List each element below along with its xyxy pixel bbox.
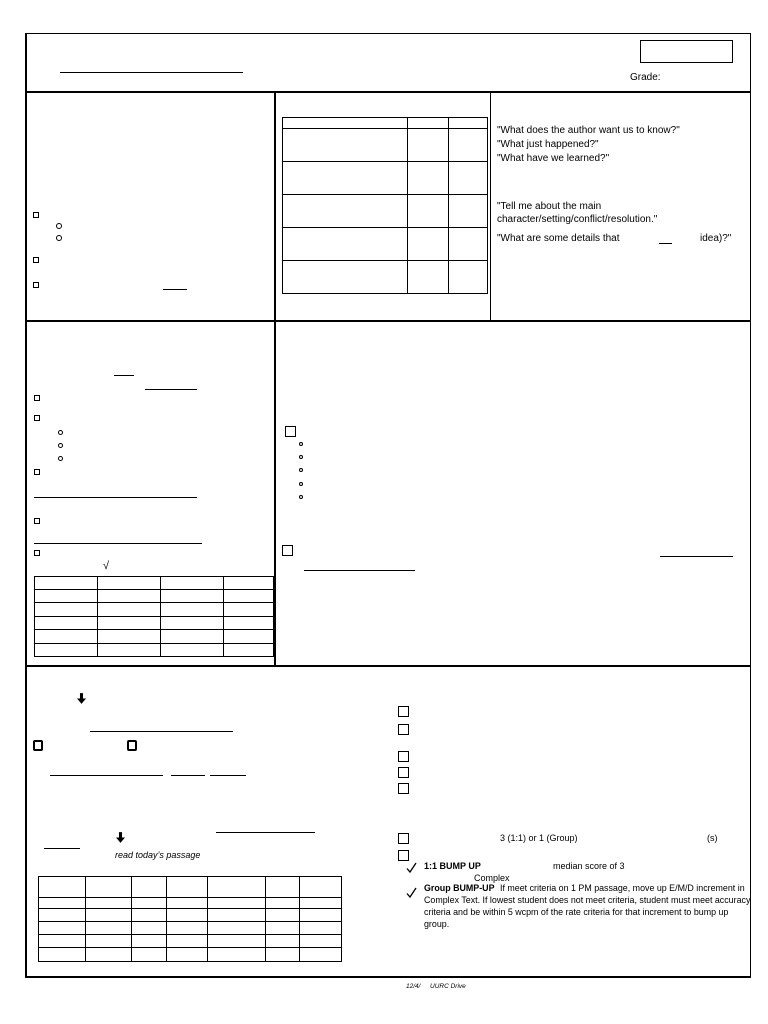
frame-top-border xyxy=(25,33,751,35)
table-cell xyxy=(449,118,488,129)
table-cell xyxy=(283,261,408,294)
table-cell xyxy=(449,261,488,294)
table-cell xyxy=(98,577,161,590)
table-cell xyxy=(283,228,408,261)
checkbox-icon xyxy=(398,751,409,762)
checkbox-icon xyxy=(398,724,409,735)
table-cell xyxy=(98,630,161,644)
blank-line xyxy=(145,389,197,390)
table-cell xyxy=(208,877,266,898)
table-cell xyxy=(35,603,98,617)
checkbox-icon xyxy=(398,767,409,778)
blank-line xyxy=(304,570,415,571)
table-cell xyxy=(39,948,86,962)
section-divider xyxy=(25,91,751,93)
table-cell xyxy=(35,590,98,603)
bold-checkbox-icon xyxy=(33,740,43,751)
footer-source: UURC Drive xyxy=(430,983,466,990)
table-row xyxy=(35,577,274,590)
group-bump-up-line xyxy=(424,882,745,894)
blank-line xyxy=(660,556,733,557)
circle-bullet-icon xyxy=(56,235,62,241)
checkbox-icon xyxy=(398,850,409,861)
frame-left-border xyxy=(25,33,27,979)
table-row xyxy=(283,195,488,228)
blank-line xyxy=(216,832,315,833)
circle-bullet-icon xyxy=(56,223,62,229)
checkbox-icon xyxy=(398,783,409,794)
error-tally-table xyxy=(34,576,274,657)
passage-scoring-table xyxy=(38,876,342,962)
blank-line xyxy=(163,289,187,290)
checkbox-icon xyxy=(34,518,40,524)
table-cell xyxy=(161,590,224,603)
table-cell xyxy=(39,877,86,898)
checkbox-icon xyxy=(398,833,409,844)
table-cell xyxy=(35,577,98,590)
checkmark-icon xyxy=(406,887,417,898)
group-bump-up-text: criteria and be within 5 wcpm of the rate criteria for that increment to bump up xyxy=(424,907,729,917)
table-row xyxy=(39,948,342,962)
frame-bottom-border xyxy=(25,976,751,978)
table-cell xyxy=(408,261,449,294)
table-cell xyxy=(208,898,266,909)
down-arrow-icon xyxy=(116,832,125,843)
group-bump-up-title: Group BUMP-UP xyxy=(424,883,495,893)
table-cell xyxy=(449,228,488,261)
table-cell xyxy=(300,877,342,898)
table-cell xyxy=(86,948,132,962)
check-mark: √ xyxy=(103,560,110,572)
table-cell xyxy=(132,898,167,909)
blank-line xyxy=(659,243,672,244)
table-row xyxy=(35,590,274,603)
checkmark-icon xyxy=(406,862,417,873)
section-divider xyxy=(25,320,751,322)
group-bump-up-text: Complex Text. If lowest student does not meet criteria, student must meet accuracy xyxy=(424,895,751,905)
blank-line xyxy=(44,848,80,849)
blank-line xyxy=(34,497,197,498)
title-line xyxy=(60,72,243,73)
one-to-one-bump-up-text: median score of 3 xyxy=(553,861,625,871)
table-cell xyxy=(449,129,488,162)
read-passage-instruction: read today’s passage xyxy=(115,850,201,860)
table-row xyxy=(39,898,342,909)
table-row xyxy=(283,228,488,261)
table-cell xyxy=(300,922,342,935)
table-cell xyxy=(161,630,224,644)
table-cell xyxy=(300,948,342,962)
question-what-happened: "What just happened?" xyxy=(497,139,599,150)
table-row xyxy=(39,877,342,898)
question-details-end: idea)?" xyxy=(700,233,732,244)
table-cell xyxy=(98,644,161,657)
one-to-one-bump-up-title: 1:1 BUMP UP xyxy=(424,861,481,871)
table-cell xyxy=(224,603,274,617)
blank-line xyxy=(114,375,134,376)
circle-bullet-icon xyxy=(299,455,303,459)
frame-right-border xyxy=(750,33,752,979)
table-cell xyxy=(224,630,274,644)
checkbox-icon xyxy=(34,469,40,475)
table-cell xyxy=(266,948,300,962)
group-bump-up-text: If meet criteria on 1 PM passage, move up E/M/D increment in xyxy=(499,883,745,893)
table-cell xyxy=(98,590,161,603)
circle-bullet-icon xyxy=(299,482,303,486)
table-row xyxy=(283,261,488,294)
table-cell xyxy=(167,898,208,909)
blank-line xyxy=(90,731,233,732)
checkbox-icon xyxy=(34,395,40,401)
table-cell xyxy=(266,935,300,948)
circle-bullet-icon xyxy=(299,442,303,446)
table-cell xyxy=(132,948,167,962)
section-divider xyxy=(25,665,751,667)
circle-bullet-icon xyxy=(58,456,63,461)
table-cell xyxy=(208,909,266,922)
table-cell xyxy=(283,118,408,129)
table-cell xyxy=(408,129,449,162)
table-cell xyxy=(224,617,274,630)
table-cell xyxy=(39,935,86,948)
group-count-text: 3 (1:1) or 1 (Group) xyxy=(500,833,578,843)
table-cell xyxy=(300,935,342,948)
table-cell xyxy=(132,909,167,922)
table-cell xyxy=(167,948,208,962)
table-cell xyxy=(300,909,342,922)
question-author-purpose: "What does the author want us to know?" xyxy=(497,125,680,136)
table-cell xyxy=(86,922,132,935)
table-cell xyxy=(408,195,449,228)
table-cell xyxy=(39,922,86,935)
table-row xyxy=(39,909,342,922)
table-cell xyxy=(86,877,132,898)
table-cell xyxy=(283,129,408,162)
table-cell xyxy=(266,898,300,909)
table-cell xyxy=(266,922,300,935)
table-cell xyxy=(167,909,208,922)
checkbox-icon xyxy=(285,426,296,437)
circle-bullet-icon xyxy=(58,443,63,448)
table-cell xyxy=(161,603,224,617)
table-cell xyxy=(208,935,266,948)
table-cell xyxy=(35,644,98,657)
table-cell xyxy=(283,162,408,195)
table-cell xyxy=(86,935,132,948)
question-details-start: "What are some details that xyxy=(497,233,620,244)
table-row xyxy=(39,935,342,948)
table-cell xyxy=(167,922,208,935)
table-cell xyxy=(224,644,274,657)
circle-bullet-icon xyxy=(58,430,63,435)
checkbox-icon xyxy=(282,545,293,556)
checkbox-icon xyxy=(33,212,39,218)
table-cell xyxy=(167,877,208,898)
table-cell xyxy=(300,898,342,909)
checkbox-icon xyxy=(34,550,40,556)
table-cell xyxy=(39,898,86,909)
down-arrow-icon xyxy=(77,693,86,704)
footer-date: 12/4/ xyxy=(406,983,421,990)
table-cell xyxy=(98,603,161,617)
table-cell xyxy=(408,162,449,195)
table-cell xyxy=(39,909,86,922)
table-row xyxy=(35,603,274,617)
table-cell xyxy=(208,922,266,935)
table-cell xyxy=(86,909,132,922)
table-cell xyxy=(283,195,408,228)
question-tracking-table xyxy=(282,117,488,294)
blank-line xyxy=(171,775,205,776)
table-row xyxy=(35,630,274,644)
table-cell xyxy=(35,630,98,644)
bold-checkbox-icon xyxy=(127,740,137,751)
table-cell xyxy=(86,898,132,909)
table-cell xyxy=(449,195,488,228)
table-cell xyxy=(161,644,224,657)
table-cell xyxy=(224,590,274,603)
table-cell xyxy=(35,617,98,630)
blank-line xyxy=(210,775,246,776)
table-cell xyxy=(266,909,300,922)
table-cell xyxy=(132,935,167,948)
checkbox-icon xyxy=(34,415,40,421)
grade-label: Grade: xyxy=(630,72,661,83)
group-bump-up-text: group. xyxy=(424,919,450,929)
column-divider xyxy=(274,321,276,666)
table-cell xyxy=(161,577,224,590)
circle-bullet-icon xyxy=(299,495,303,499)
table-row xyxy=(35,644,274,657)
table-cell xyxy=(167,935,208,948)
table-cell xyxy=(408,228,449,261)
table-row xyxy=(35,617,274,630)
grade-box xyxy=(640,40,733,63)
table-row xyxy=(39,922,342,935)
table-cell xyxy=(161,617,224,630)
table-cell xyxy=(208,948,266,962)
table-cell xyxy=(98,617,161,630)
group-count-suffix: (s) xyxy=(707,833,718,843)
table-row xyxy=(283,129,488,162)
question-what-learned: "What have we learned?" xyxy=(497,153,610,164)
column-divider xyxy=(490,92,491,321)
table-cell xyxy=(224,577,274,590)
table-cell xyxy=(408,118,449,129)
blank-line xyxy=(50,775,163,776)
table-row xyxy=(283,162,488,195)
question-story-elements: "Tell me about the main character/setting/conflict/resolution." xyxy=(497,201,658,225)
checkbox-icon xyxy=(398,706,409,717)
checkbox-icon xyxy=(33,282,39,288)
checkbox-icon xyxy=(33,257,39,263)
column-divider xyxy=(274,92,276,321)
circle-bullet-icon xyxy=(299,468,303,472)
table-row xyxy=(283,118,488,129)
blank-line xyxy=(34,543,202,544)
table-cell xyxy=(449,162,488,195)
table-cell xyxy=(132,922,167,935)
table-cell xyxy=(266,877,300,898)
one-to-one-bump-up-continued: Complex xyxy=(474,873,510,883)
table-cell xyxy=(132,877,167,898)
